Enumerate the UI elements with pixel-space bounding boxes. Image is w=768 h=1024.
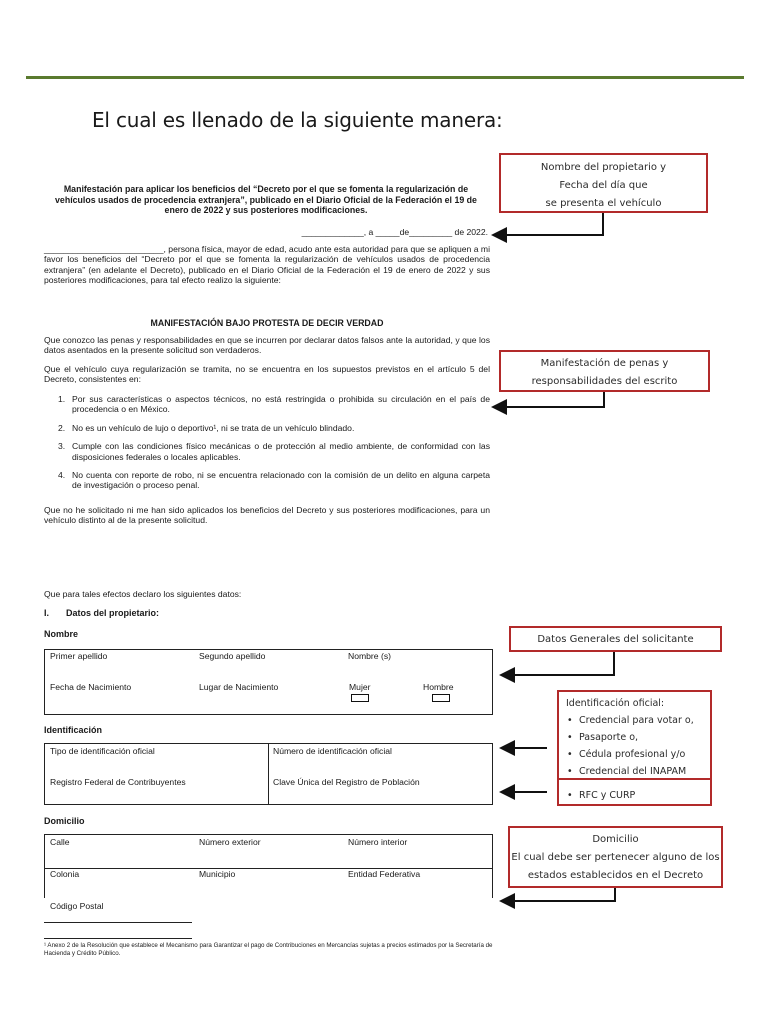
primer-apellido-field[interactable]: Primer apellido [50,651,108,661]
list-item-number: 4. [58,470,66,481]
list-item: • RFC y CURP [567,787,710,804]
footnote: ¹ Anexo 2 de la Resolución que establece el Mecanismo para Garantizar el pago de Contribuciones en Mercancías sujetas a precios estimados por la Secretaría de Hacienda y Crédito Público. [44,942,493,957]
page-heading: El cual es llenado de la siguiente manera: [92,108,503,132]
vehicle-paragraph: Que el vehículo cuya regularización se tramita, no se encuentra en los supuestos previstos en el artículo 5 del Decreto, consistentes en: [44,364,490,385]
annotation-line: Manifestación de penas y [540,358,669,369]
nombre-label: Nombre [44,629,79,639]
list-item-text: Por sus características o aspectos técnicos, no está restringida o prohibida su circulación en el país de procedencia o en México. [72,394,490,415]
fecha-nacimiento-field[interactable]: Fecha de Nacimiento [50,682,132,692]
identificacion-label: Identificación [44,725,103,735]
annotation-line: El cual debe ser pertenecer alguno de los [511,852,720,863]
arrow-domicilio [503,888,615,901]
list-item-text: Cumple con las condiciones físico mecánicas o de protección al medio ambiente, de conformidad con las disposiciones federales o locales aplicables. [72,441,490,462]
list-item: • Credencial del INAPAM [567,763,710,780]
list-item-text: No cuenta con reporte de robo, ni se encuentra relacionado con la comisión de un delito en alguna carpeta de investigación o proceso penal. [72,470,490,491]
annotation-line: Domicilio [592,834,639,845]
annotation-line: se presenta el vehículo [545,198,662,209]
municipio-field[interactable]: Municipio [199,869,236,879]
numero-interior-field[interactable]: Número interior [348,837,408,847]
final-paragraph: Que no he solicitado ni me han sido aplicados los beneficios del Decreto y sus posteriores modificaciones, para un vehículo distinto al de la presente solicitud. [44,505,490,526]
codigo-postal-field[interactable]: Código Postal [50,901,104,911]
rfc-field[interactable]: Registro Federal de Contribuyentes [50,777,186,787]
list-item-number: 3. [58,441,66,452]
arrow-owner-date [495,213,603,235]
form-title: Manifestación para aplicar los beneficios del “Decreto por el que se fomenta la regularización de vehículos usados de procedencia extranjera”, publicado en el Diario Oficial de la Federación el 19 de enero de 2022 y sus posteriores modificaciones. [55,184,477,216]
colonia-field[interactable]: Colonia [50,869,80,879]
hombre-label: Hombre [423,682,454,692]
section-title: Datos del propietario: [66,608,160,618]
list-item: • Cédula profesional y/o [567,746,710,763]
penalties-paragraph: Que conozco las penas y responsabilidades en que se incurren por declarar datos falsos ante la autoridad, y que los datos asentados en la presente solicitud son verdaderos. [44,335,490,356]
annotation-line: estados establecidos en el Decreto [527,870,704,881]
annotation-title: Identificación oficial: [566,698,665,709]
calle-field[interactable]: Calle [50,837,70,847]
lugar-nacimiento-field[interactable]: Lugar de Nacimiento [199,682,279,692]
arrow-general-data [503,652,614,675]
curp-field[interactable]: Clave Única del Registro de Población [273,777,420,787]
domicilio-label: Domicilio [44,816,85,826]
list-item: • Pasaporte o, [567,729,710,746]
list-item-number: 2. [58,422,66,433]
annotation-line: Nombre del propietario y [540,162,667,173]
numero-exterior-field[interactable]: Número exterior [199,837,261,847]
annotation-line: Datos Generales del solicitante [537,634,694,645]
datos-intro: Que para tales efectos declaro los siguientes datos: [44,589,242,599]
annotation-line: Fecha del día que [559,180,648,191]
numero-identificacion-field[interactable]: Número de identificación oficial [273,746,392,756]
list-item: • Credencial para votar o, [567,712,710,729]
tipo-identificacion-field[interactable]: Tipo de identificación oficial [50,746,155,756]
nombres-field[interactable]: Nombre (s) [348,651,391,661]
section-number: I. [44,608,50,618]
date-line: _____________, a _____de_________ de 2022. [301,227,488,237]
list-item-text: No es un vehículo de lujo o deportivo¹, ni se trata de un vehículo blindado. [72,422,355,433]
entidad-federativa-field[interactable]: Entidad Federativa [348,869,421,879]
arrow-penalties [495,392,604,407]
list-item-number: 1. [58,394,66,404]
mujer-label: Mujer [349,682,371,692]
protesta-title: MANIFESTACIÓN BAJO PROTESTA DE DECIR VERDAD [150,318,384,328]
segundo-apellido-field[interactable]: Segundo apellido [199,651,266,661]
annotation-line: responsabilidades del escrito [531,376,678,387]
intro-paragraph: _________________________, persona física, mayor de edad, acudo ante esta autoridad para que se apliquen a mi favor los beneficios del “Decreto por el que se fomenta la regularización de vehículos usados de procedencia extranjera” (en adelante el Decreto), publicado en el Diario Oficial de la Federación el 19 de enero de 2022 y sus posteriores modificaciones, para tal efecto realizo la siguiente: [44,244,490,286]
